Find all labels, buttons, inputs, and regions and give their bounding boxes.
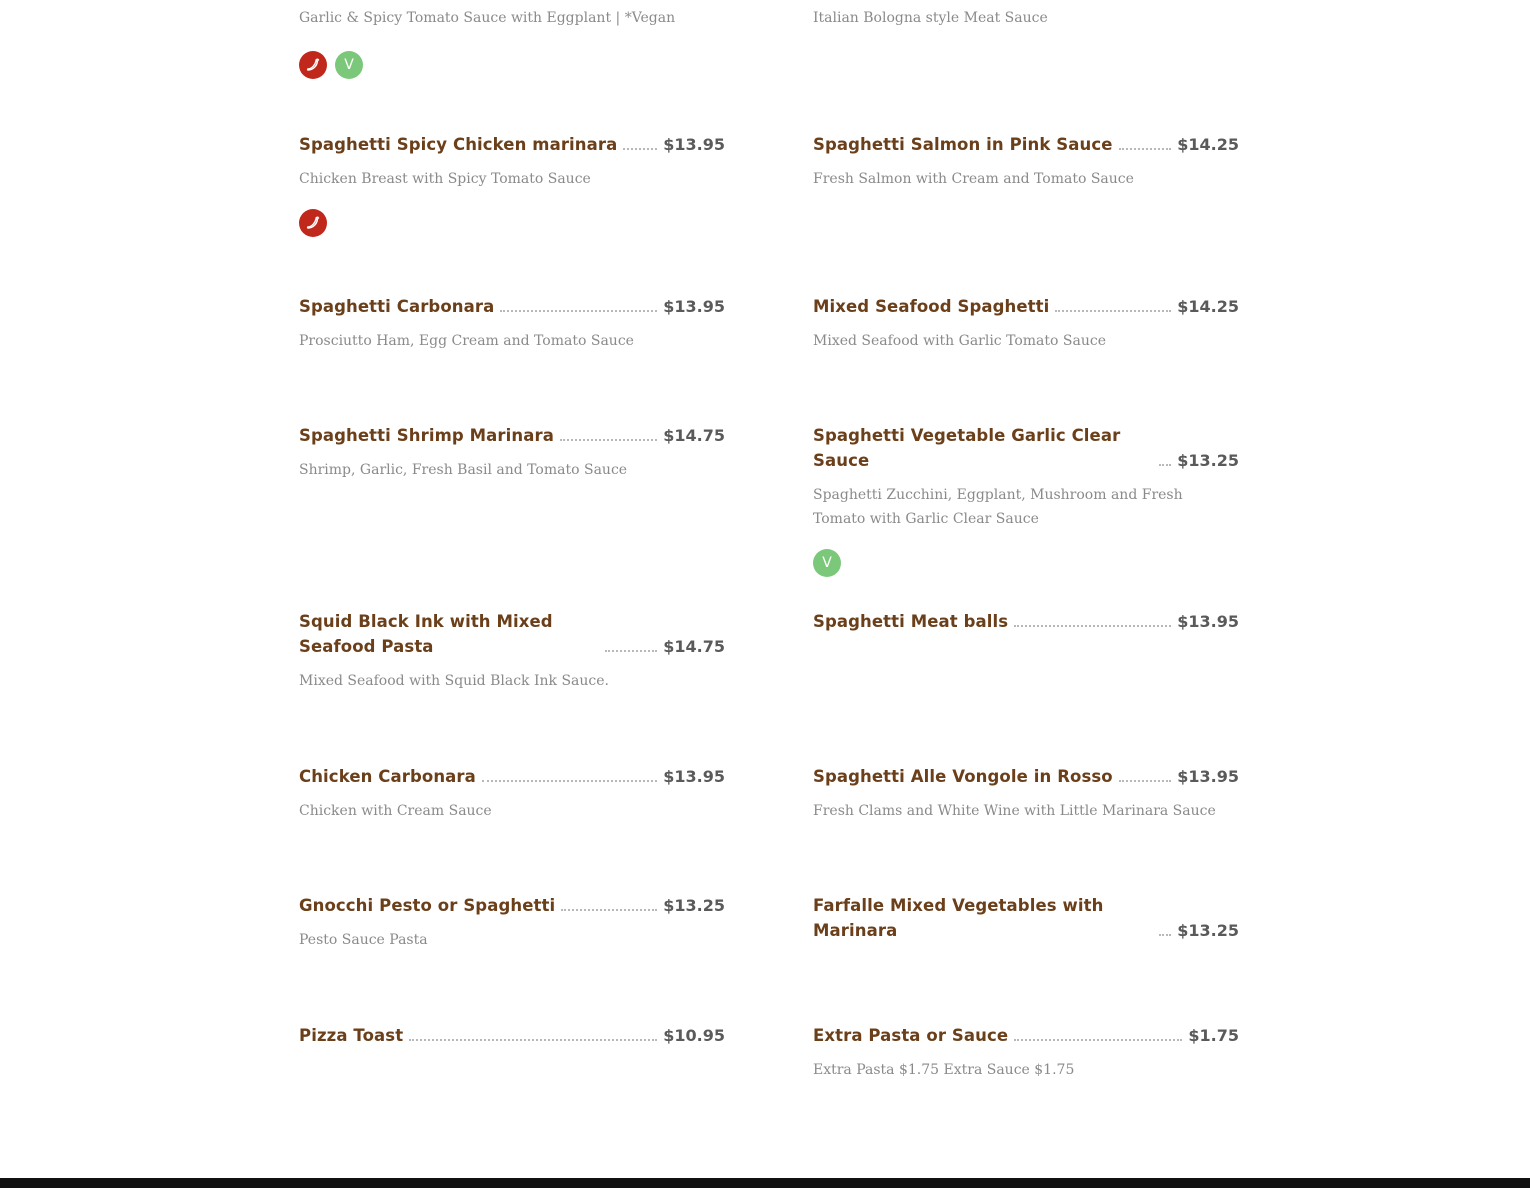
item-description: Mixed Seafood with Garlic Tomato Sauce [813, 333, 1106, 349]
menu-item [813, 1023, 1239, 1082]
item-price: $1.75 [1188, 1026, 1239, 1045]
item-price: $13.25 [663, 896, 725, 915]
item-name: Squid Black Ink with Mixed Seafood Pasta [299, 612, 553, 656]
item-description: Mixed Seafood with Squid Black Ink Sauce. [299, 673, 609, 689]
item-price: $13.95 [663, 297, 725, 316]
dotted-leader [1014, 1039, 1182, 1041]
item-description: Prosciutto Ham, Egg Cream and Tomato Sauce [299, 333, 634, 349]
item-name: Spaghetti Vegetable Garlic Clear Sauce [813, 426, 1121, 470]
item-description: Extra Pasta $1.75 Extra Sauce $1.75 [813, 1062, 1075, 1078]
item-name: Spaghetti Carbonara [299, 297, 495, 316]
item-description: Garlic & Spicy Tomato Sauce with Eggplant | *Vegan [299, 10, 676, 26]
item-name: Spaghetti Alle Vongole in Rosso [813, 767, 1113, 786]
item-description: Shrimp, Garlic, Fresh Basil and Tomato Sauce [299, 462, 628, 478]
dotted-leader [605, 650, 657, 652]
item-price: $13.95 [663, 767, 725, 786]
item-name: Spaghetti Shrimp Marinara [299, 426, 554, 445]
dotted-leader [1119, 780, 1172, 782]
footer-bar [0, 1178, 1530, 1188]
item-price: $14.25 [1177, 297, 1239, 316]
item-description: Pesto Sauce Pasta [299, 932, 428, 948]
dietary-icons [813, 549, 1239, 577]
menu-item [299, 893, 725, 952]
menu-item [299, 294, 725, 353]
menu-item-partial [299, 6, 725, 79]
item-price: $13.95 [1177, 612, 1239, 631]
item-description: Chicken Breast with Spicy Tomato Sauce [299, 171, 591, 187]
item-name: Spaghetti Spicy Chicken marinara [299, 135, 618, 154]
dotted-leader [560, 439, 657, 441]
dotted-leader [623, 148, 657, 150]
vegan-v-icon: V [813, 549, 841, 577]
dotted-leader [1159, 464, 1171, 466]
item-price: $13.25 [1177, 921, 1239, 940]
item-price: $14.75 [663, 637, 725, 656]
dotted-leader [1055, 310, 1171, 312]
item-name: Spaghetti Meat balls [813, 612, 1009, 631]
item-price: $13.95 [1177, 767, 1239, 786]
dietary-icons [299, 51, 725, 79]
menu-item [813, 893, 1239, 943]
item-name: Pizza Toast [299, 1026, 404, 1045]
item-price: $14.25 [1177, 135, 1239, 154]
item-price: $10.95 [663, 1026, 725, 1045]
menu-item [813, 764, 1239, 823]
menu-item [813, 609, 1239, 634]
dotted-leader [561, 909, 657, 911]
item-name: Spaghetti Salmon in Pink Sauce [813, 135, 1113, 154]
menu-item [813, 294, 1239, 353]
menu-item [813, 423, 1239, 577]
dotted-leader [1159, 934, 1171, 936]
item-description: Spaghetti Zucchini, Eggplant, Mushroom and Fresh Tomato with Garlic Clear Sauce [813, 487, 1183, 527]
item-description: Fresh Salmon with Cream and Tomato Sauce [813, 171, 1134, 187]
chili-pepper-icon [299, 209, 327, 237]
menu-item [299, 423, 725, 482]
menu-item [299, 764, 725, 823]
item-name: Chicken Carbonara [299, 767, 476, 786]
dotted-leader [1119, 148, 1172, 150]
item-description: Italian Bologna style Meat Sauce [813, 10, 1048, 26]
menu-item [299, 1023, 725, 1048]
item-price: $13.25 [1177, 451, 1239, 470]
item-name: Gnocchi Pesto or Spaghetti [299, 896, 556, 915]
item-description: Fresh Clams and White Wine with Little Marinara Sauce [813, 803, 1216, 819]
item-price: $13.95 [663, 135, 725, 154]
item-description: Chicken with Cream Sauce [299, 803, 492, 819]
item-name: Mixed Seafood Spaghetti [813, 297, 1050, 316]
item-name: Extra Pasta or Sauce [813, 1026, 1009, 1045]
vegan-v-icon: V [335, 51, 363, 79]
chili-pepper-icon [299, 51, 327, 79]
menu-item [813, 132, 1239, 191]
item-name: Farfalle Mixed Vegetables with Marinara [813, 896, 1104, 940]
dotted-leader [1014, 625, 1171, 627]
menu-item [299, 609, 725, 693]
item-price: $14.75 [663, 426, 725, 445]
dietary-icons [299, 209, 725, 237]
menu-item-partial [813, 6, 1239, 30]
dotted-leader [409, 1039, 657, 1041]
menu-item [299, 132, 725, 237]
dotted-leader [500, 310, 657, 312]
dotted-leader [482, 780, 657, 782]
